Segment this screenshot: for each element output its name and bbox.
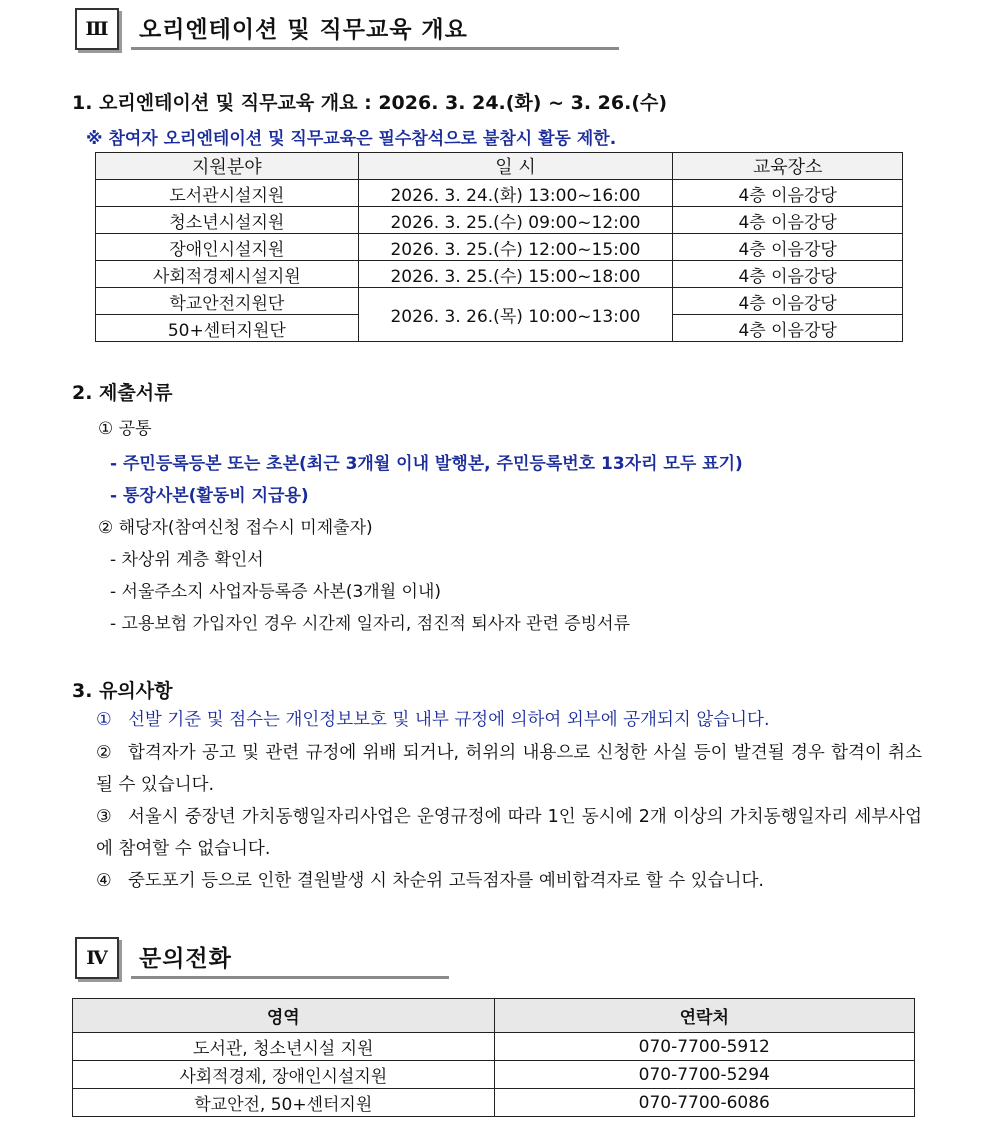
cell-field: 도서관시설지원 [96, 180, 359, 207]
cell-field: 학교안전지원단 [96, 288, 359, 315]
caution-number: ③ [96, 807, 112, 827]
header-area: 영역 [73, 999, 495, 1033]
caution-text: 중도포기 등으로 인한 결원발생 시 차순위 고득점자를 예비합격자로 할 수 있습니다. [128, 871, 764, 891]
caution-number: ① [96, 710, 112, 730]
item-3-title: 3. 유의사항 [72, 680, 173, 702]
caution-text: 서울시 중장년 가치동행일자리사업은 운영규정에 따라 1인 동시에 2개 이상의 가치동행일자리 세부사업에 참여할 수 없습니다. [96, 807, 922, 859]
caution-text: 선발 기준 및 점수는 개인정보보호 및 내부 규정에 의하여 외부에 공개되지 않습니다. [128, 710, 770, 730]
caution-number: ④ [96, 871, 112, 891]
cell-phone: 070-7700-5294 [494, 1061, 915, 1089]
docs-applicable-item: - 서울주소지 사업자등록증 사본(3개월 이내) [110, 582, 442, 602]
caution-item [96, 737, 922, 801]
docs-applicable-item: - 차상위 계층 확인서 [110, 550, 264, 570]
attendance-note: ※ 참여자 오리엔테이션 및 직무교육은 필수참석으로 불참시 활동 제한. [86, 129, 617, 149]
cell-phone: 070-7700-6086 [494, 1089, 915, 1117]
cell-field: 청소년시설지원 [96, 207, 359, 234]
docs-common-label: ① 공통 [98, 419, 152, 439]
table-row [73, 1089, 915, 1117]
cell-datetime: 2026. 3. 25.(수) 12:00~15:00 [358, 234, 673, 261]
item-2-title: 2. 제출서류 [72, 382, 173, 404]
caution-item [96, 865, 922, 897]
cell-place: 4층 이음강당 [673, 315, 903, 342]
cell-place: 4층 이음강당 [673, 288, 903, 315]
item-1-title: 1. 오리엔테이션 및 직무교육 개요 : 2026. 3. 24.(화) ~ 3. 26.(수) [72, 92, 668, 114]
cell-area: 도서관, 청소년시설 지원 [73, 1033, 495, 1061]
table-row [96, 261, 903, 288]
section-3-title: 오리엔테이션 및 직무교육 개요 [139, 17, 468, 43]
contact-table [72, 998, 915, 1117]
section-4-title-rule [131, 940, 449, 979]
cell-place: 4층 이음강당 [673, 234, 903, 261]
header-contact: 연락처 [494, 999, 915, 1033]
table-row [73, 1061, 915, 1089]
section-4-number: Ⅳ [75, 937, 119, 979]
table-row [73, 1033, 915, 1061]
cell-field: 장애인시설지원 [96, 234, 359, 261]
cell-datetime-merged: 2026. 3. 26.(목) 10:00~13:00 [358, 288, 673, 342]
caution-item [96, 801, 922, 865]
cell-phone: 070-7700-5912 [494, 1033, 915, 1061]
cell-place: 4층 이음강당 [673, 180, 903, 207]
cell-field: 사회적경제시설지원 [96, 261, 359, 288]
cell-datetime: 2026. 3. 25.(수) 09:00~12:00 [358, 207, 673, 234]
cell-place: 4층 이음강당 [673, 261, 903, 288]
caution-number: ② [96, 743, 112, 763]
table-row [96, 234, 903, 261]
cell-field: 50+센터지원단 [96, 315, 359, 342]
cell-datetime: 2026. 3. 24.(화) 13:00~16:00 [358, 180, 673, 207]
table-header-row [73, 999, 915, 1033]
docs-applicable-item: - 고용보험 가입자인 경우 시간제 일자리, 점진적 퇴사자 관련 증빙서류 [110, 614, 630, 634]
docs-common-item: - 주민등록등본 또는 초본(최근 3개월 이내 발행본, 주민등록번호 13자리 모두 표기) [110, 454, 743, 474]
table-row [96, 288, 903, 315]
cell-place: 4층 이음강당 [673, 207, 903, 234]
caution-text: 합격자가 공고 및 관련 규정에 위배 되거나, 허위의 내용으로 신청한 사실 등이 발견될 경우 합격이 취소될 수 있습니다. [96, 743, 922, 795]
section-3-header [75, 8, 619, 50]
section-4-title: 문의전화 [139, 946, 232, 972]
table-row [96, 207, 903, 234]
section-3-number: Ⅲ [75, 8, 119, 50]
cell-area: 학교안전, 50+센터지원 [73, 1089, 495, 1117]
header-place: 교육장소 [673, 153, 903, 180]
section-4-header [75, 937, 449, 979]
header-field: 지원분야 [96, 153, 359, 180]
header-datetime: 일 시 [358, 153, 673, 180]
cell-datetime: 2026. 3. 25.(수) 15:00~18:00 [358, 261, 673, 288]
table-header-row [96, 153, 903, 180]
docs-common-item: - 통장사본(활동비 지급용) [110, 486, 309, 506]
section-3-title-rule [131, 11, 619, 50]
cell-area: 사회적경제, 장애인시설지원 [73, 1061, 495, 1089]
docs-applicable-label: ② 해당자(참여신청 접수시 미제출자) [98, 518, 373, 538]
table-row [96, 180, 903, 207]
caution-item [96, 704, 922, 736]
orientation-schedule-table [95, 152, 903, 342]
